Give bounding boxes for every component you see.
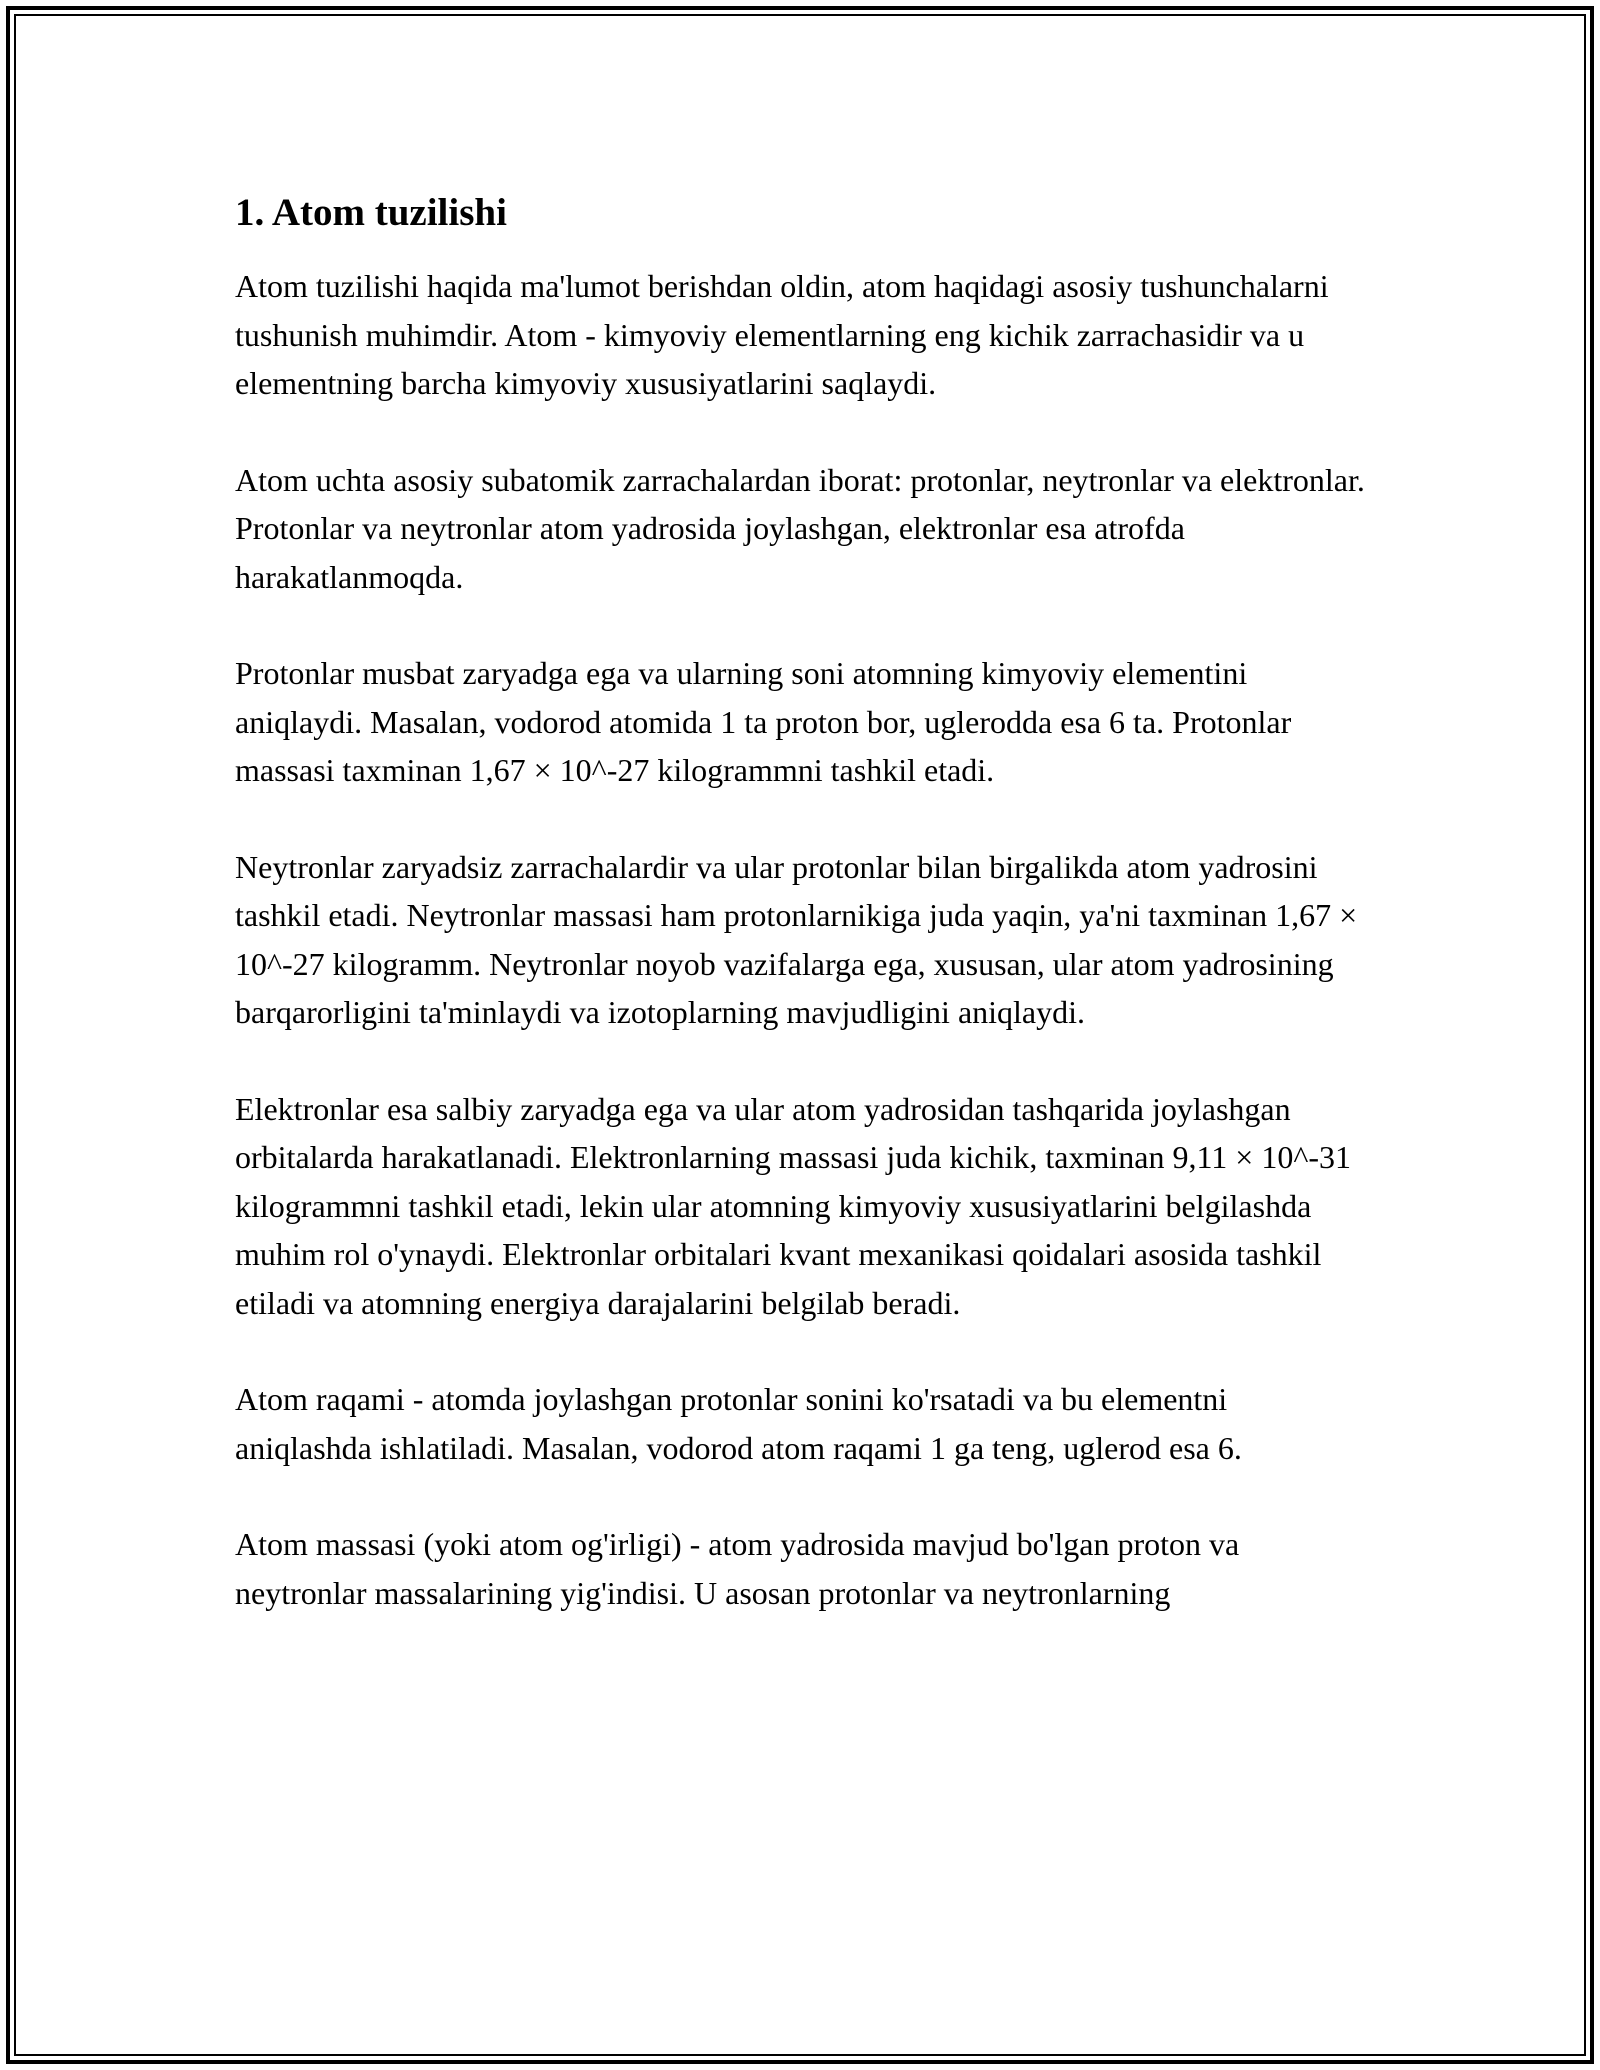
section-title: 1. Atom tuzilishi [235, 191, 507, 234]
paragraph-atomic-mass: Atom massasi (yoki atom og'irligi) - atom yadrosida mavjud bo'lgan proton va neytronlar massalarining yig'indisi. U asosan protonlar va neytronlarning [235, 1526, 1240, 1611]
document-body [235, 186, 1365, 1665]
paragraph-subatomic: Atom uchta asosiy subatomik zarrachalardan iborat: protonlar, neytronlar va elektronlar. Protonlar va neytronlar atom yadrosida joylashgan, elektronlar esa atrofda harakatlanmoqda. [235, 461, 1365, 595]
paragraph-neutrons: Neytronlar zaryadsiz zarrachalardir va ular protonlar bilan birgalikda atom yadrosini tashkil etadi. Neytronlar massasi ham protonlarnikiga juda yaqin, ya'ni taxminan 1,67 × 10^-27 kilogramm. Neytronlar noyob vazifalarga ega, xususan, ular atom yadrosining barqarorligini ta'minlaydi va izotoplarning mavjudligini aniqlaydi. [235, 848, 1358, 1030]
paragraph-atomic-number: Atom raqami - atomda joylashgan protonlar sonini ko'rsatadi va bu elementni aniqlashda ishlatiladi. Masalan, vodorod atom raqami 1 ga teng, uglerod esa 6. [235, 1381, 1242, 1466]
paragraph-intro: Atom tuzilishi haqida ma'lumot berishdan oldin, atom haqidagi asosiy tushunchalarni tushunish muhimdir. Atom - kimyoviy elementlarning eng kichik zarrachasidir va u elementning barcha kimyoviy xususiyatlarini saqlaydi. [235, 268, 1329, 401]
paragraph-electrons: Elektronlar esa salbiy zaryadga ega va ular atom yadrosidan tashqarida joylashgan orbitalarda harakatlanadi. Elektronlarning massasi juda kichik, taxminan 9,11 × 10^-31 kilogrammni tashkil etadi, lekin ular atomning kimyoviy xususiyatlarini belgilashda muhim rol o'ynaydi. Elektronlar orbitalari kvant mexanikasi qoidalari asosida tashkil etiladi va atomning energiya darajalarini belgilab beradi. [235, 1090, 1351, 1321]
paragraph-protons: Protonlar musbat zaryadga ega va ularning soni atomning kimyoviy elementini aniqlaydi. Masalan, vodorod atomida 1 ta proton bor, uglerodda esa 6 ta. Protonlar massasi taxminan 1,67 × 10^-27 kilogrammni tashkil etadi. [235, 655, 1292, 788]
